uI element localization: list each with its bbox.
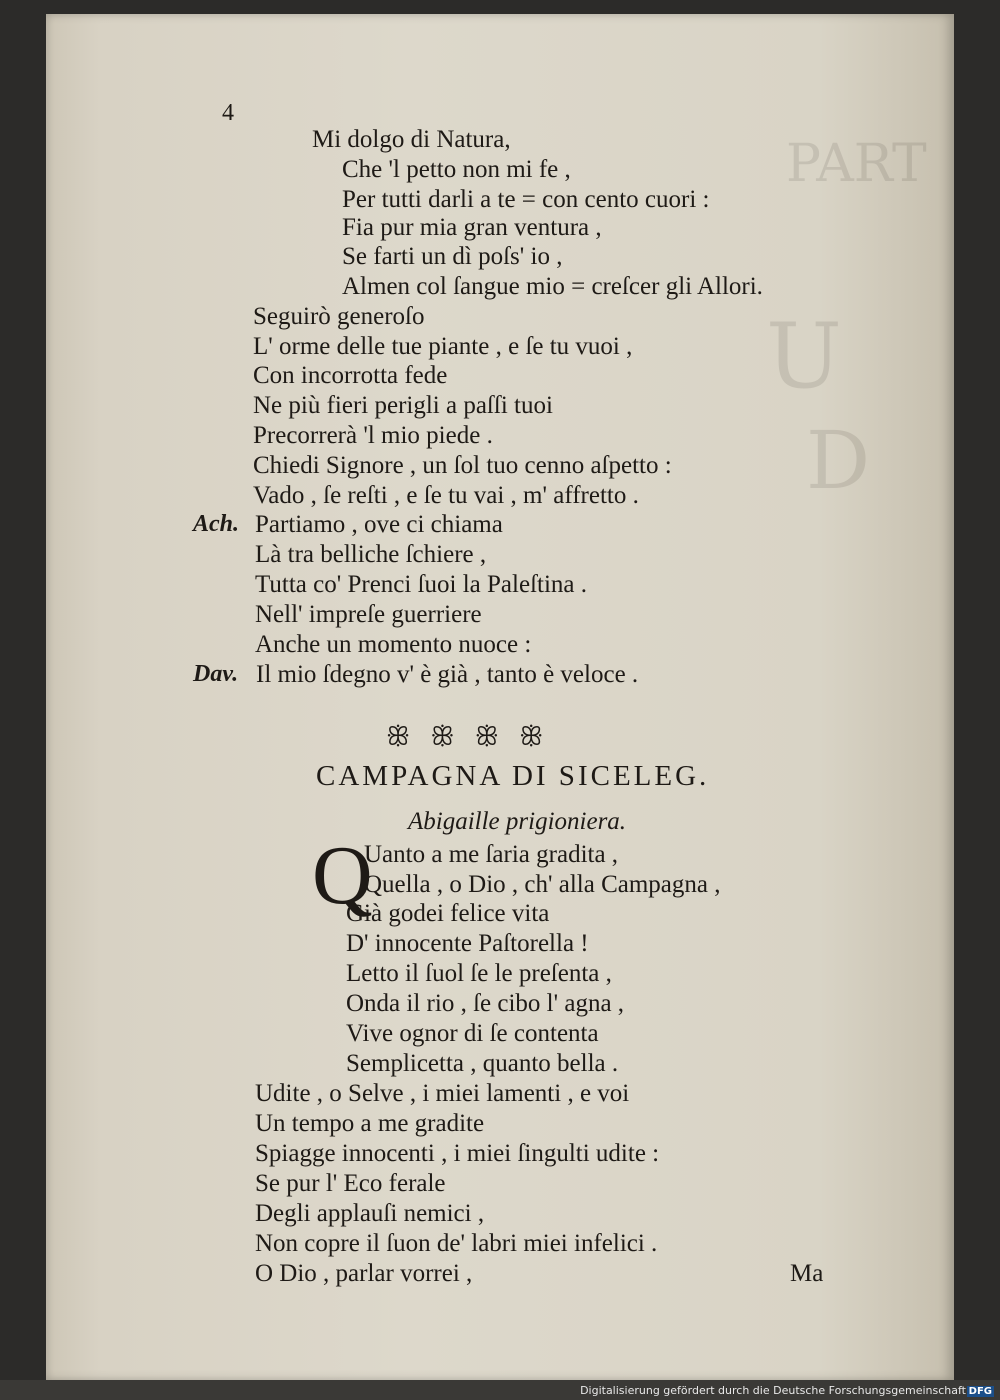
dfg-logo: DFG xyxy=(968,1386,992,1397)
speaker-label: Dav. xyxy=(193,661,239,687)
verse-line: Seguirò generoſo xyxy=(253,303,425,330)
verse-line: Con incorrotta fede xyxy=(253,362,448,389)
verse-line: L' orme delle tue piante , e ſe tu vuoi , xyxy=(253,333,633,360)
section-subheading: Abigaille prigioniera. xyxy=(408,808,627,835)
verse-line: Partiamo , ove ci chiama xyxy=(255,511,503,538)
drop-cap: Q xyxy=(312,829,373,922)
verse-line: Per tutti darli a te = con cento cuori : xyxy=(342,186,710,213)
verse-line: Semplicetta , quanto bella . xyxy=(346,1050,619,1077)
verse-line: Vado , ſe reſti , e ſe tu vai , m' affretto . xyxy=(253,482,639,509)
section-heading: CAMPAGNA DI SICELEG. xyxy=(316,760,710,792)
verse-line: Vive ognor di ſe contenta xyxy=(346,1020,599,1047)
show-through-text: D xyxy=(806,414,871,507)
speaker-label: Ach. xyxy=(193,511,240,537)
verse-line: Onda il rio , ſe cibo l' agna , xyxy=(346,990,625,1017)
show-through-text: PART xyxy=(786,134,927,194)
verse-line: Là tra belliche ſchiere , xyxy=(255,541,487,568)
verse-line: Nell' impreſe guerriere xyxy=(255,601,482,628)
verse-line: Ne più fieri perigli a paſſi tuoi xyxy=(253,392,553,419)
verse-line: D' innocente Paſtorella ! xyxy=(346,930,589,957)
catchword: Ma xyxy=(790,1260,824,1287)
verse-line: Un tempo a me gradite xyxy=(255,1110,485,1137)
verse-line: Anche un momento nuoce : xyxy=(255,631,532,658)
verse-line: Già godei felice vita xyxy=(346,900,550,927)
verse-line: Fia pur mia gran ventura , xyxy=(342,214,602,241)
footer-bar xyxy=(0,1380,1000,1400)
verse-line: Almen col ſangue mio = creſcer gli Allori. xyxy=(342,273,763,300)
verse-line: Udite , o Selve , i miei lamenti , e voi xyxy=(255,1080,630,1107)
verse-line: Non copre il ſuon de' labri miei infelici . xyxy=(255,1230,658,1257)
verse-line: Se pur l' Eco ferale xyxy=(255,1170,446,1197)
verse-line: Degli applauſi nemici , xyxy=(255,1200,485,1227)
verse-line: Spiagge innocenti , i miei ſingulti udite : xyxy=(255,1140,660,1167)
verse-line: Quella , o Dio , ch' alla Campagna , xyxy=(364,871,721,898)
page-number: 4 xyxy=(222,100,234,126)
verse-line: O Dio , parlar vorrei , xyxy=(255,1260,473,1287)
show-through-text: U xyxy=(766,304,842,409)
footer-credit: Digitalisierung gefördert durch die Deutsche Forschungsgemeinschaft xyxy=(580,1384,966,1397)
verse-line: Mi dolgo di Natura, xyxy=(312,126,511,153)
verse-line: Precorrerà 'l mio piede . xyxy=(253,422,493,449)
verse-line: Letto il ſuol ſe le preſenta , xyxy=(346,960,612,987)
ornament-row: ꕥ ꕥ ꕥ ꕥ xyxy=(386,722,550,752)
verse-line: Uanto a me ſaria gradita , xyxy=(364,841,619,868)
verse-line: Il mio ſdegno v' è già , tanto è veloce . xyxy=(256,661,639,688)
verse-line: Chiedi Signore , un ſol tuo cenno aſpetto : xyxy=(253,452,672,479)
verse-line: Tutta co' Prenci ſuoi la Paleſtina . xyxy=(255,571,588,598)
verse-line: Se farti un dì poſs' io , xyxy=(342,243,563,270)
verse-line: Che 'l petto non mi fe , xyxy=(342,156,571,183)
